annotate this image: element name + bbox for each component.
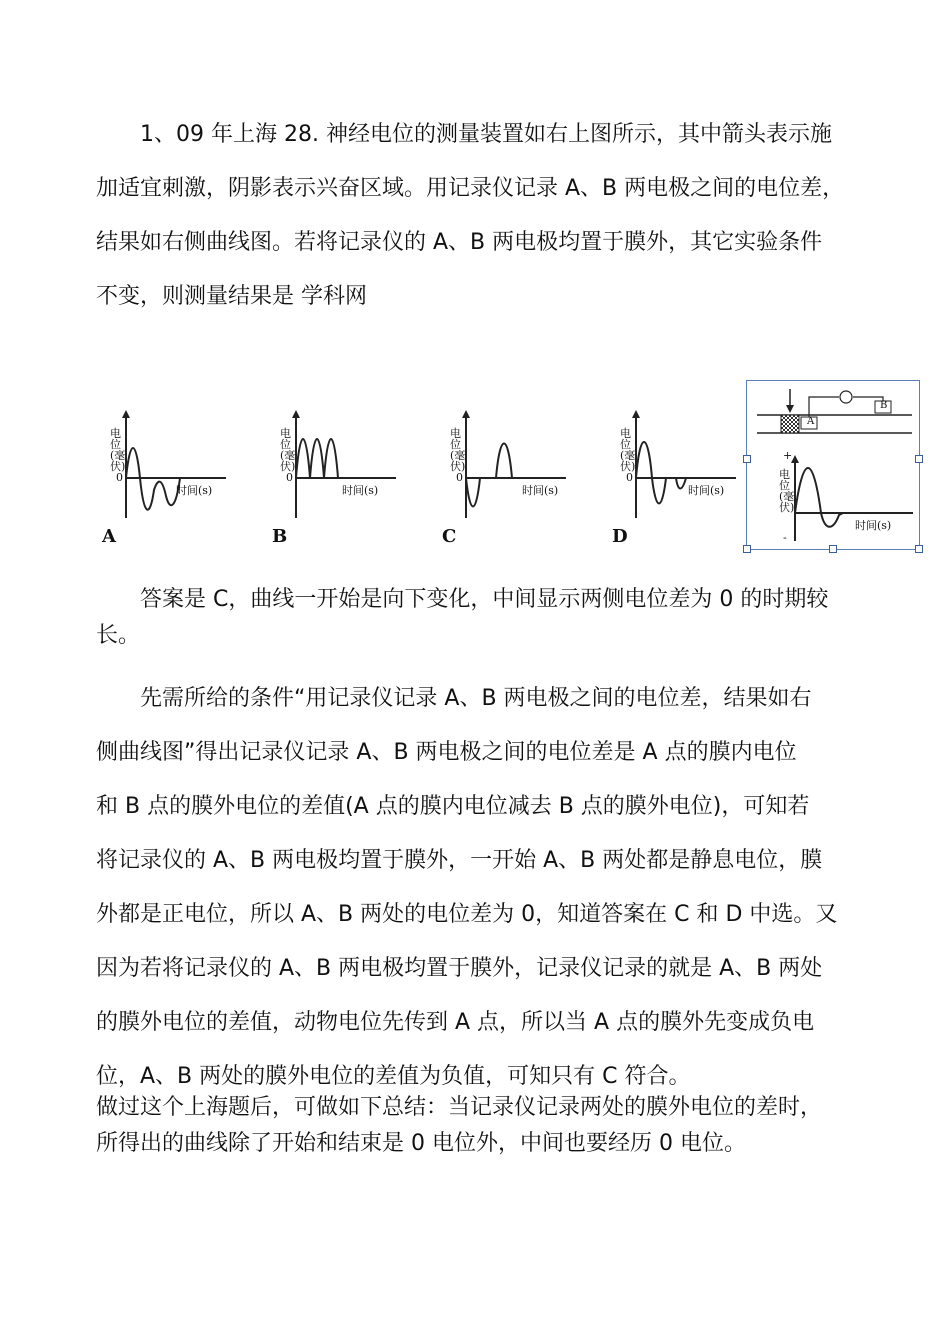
figure-row [96, 378, 926, 558]
stimulus-arrow-head [786, 405, 794, 413]
x-axis-label: 时间(s) [688, 484, 725, 497]
summary-line: 所得出的曲线除了开始和结束是 0 电位外，中间也要经历 0 电位。 [96, 1131, 746, 1156]
resize-handle-bottom[interactable] [829, 545, 837, 553]
zero-label: 0 [116, 471, 123, 484]
y-axis-arrow [292, 410, 300, 418]
apparatus-svg [747, 381, 919, 549]
y-axis-label: 电位(毫伏) [280, 427, 296, 473]
result-y-axis-label: 电位(毫伏) [779, 468, 795, 514]
explanation-line: 位，A、B 两处的膜外电位的差值为负值，可知只有 C 符合。 [96, 1064, 691, 1089]
resize-handle-bottom-right[interactable] [915, 545, 923, 553]
option-graph-a [96, 408, 236, 548]
wire-a [809, 397, 839, 417]
resize-handle-bottom-left[interactable] [743, 545, 751, 553]
question-paragraph [96, 108, 856, 324]
y-axis-label: 电位(毫伏) [620, 427, 636, 473]
explanation-line: 侧曲线图”得出记录仪记录 A、B 两电极之间的电位差是 A 点的膜内电位 [96, 740, 797, 765]
option-graph-d [606, 408, 746, 548]
explanation-line: 因为若将记录仪的 A、B 两电极均置于膜外，记录仪记录的就是 A、B 两处 [96, 956, 823, 981]
zero-label: 0 [456, 471, 463, 484]
answer-line: 答案是 C，曲线一开始是向下变化，中间显示两侧电位差为 0 的时期较 [140, 587, 829, 612]
option-label-d: D [612, 526, 628, 547]
result-curve [795, 468, 843, 527]
apparatus-figure[interactable] [746, 380, 920, 550]
option-graph-b [266, 408, 406, 548]
y-axis-arrow [122, 410, 130, 418]
option-label-b: B [272, 526, 288, 547]
answer-line: 长。 [96, 623, 141, 648]
summary-paragraph [96, 1090, 856, 1162]
option-c-curve [466, 444, 512, 507]
recorder-icon [840, 391, 852, 403]
excitation-region [781, 415, 799, 433]
x-axis-label: 时间(s) [342, 484, 379, 497]
electrode-b-label: B [880, 400, 888, 411]
x-axis-label: 时间(s) [176, 484, 213, 497]
plus-sign: + [783, 449, 793, 462]
explanation-line: 将记录仪的 A、B 两电极均置于膜外，一开始 A、B 两处都是静息电位，膜 [96, 848, 823, 873]
electrode-a-label: A [807, 416, 815, 427]
question-line: 1、09 年上海 28. 神经电位的测量装置如右上图所示，其中箭头表示施 [140, 122, 832, 147]
summary-line: 做过这个上海题后，可做如下总结：当记录仪记录两处的膜外电位的差时， [96, 1095, 823, 1120]
x-axis-label: 时间(s) [522, 484, 559, 497]
option-b-curve [296, 439, 338, 478]
zero-label: 0 [286, 471, 293, 484]
option-d-curve [636, 442, 686, 504]
explanation-line: 的膜外电位的差值，动物电位先传到 A 点，所以当 A 点的膜外先变成负电 [96, 1010, 815, 1035]
explanation-line: 和 B 点的膜外电位的差值(A 点的膜内电位减去 B 点的膜外电位)，可知若 [96, 794, 810, 819]
explanation-paragraph [96, 672, 856, 1104]
resize-handle-left[interactable] [743, 455, 751, 463]
question-line: 结果如右侧曲线图。若将记录仪的 A、B 两电极均置于膜外，其它实验条件 [96, 230, 823, 255]
resize-handle-right[interactable] [915, 455, 923, 463]
y-axis-label: 电位(毫伏) [450, 427, 466, 473]
question-line: 加适宜刺激，阴影表示兴奋区域。用记录仪记录 A、B 两电极之间的电位差， [96, 176, 845, 201]
question-line: 不变，则测量结果是 学科网 [96, 284, 367, 309]
answer-paragraph [96, 582, 856, 654]
option-graph-c [436, 408, 576, 548]
option-label-c: C [442, 526, 457, 547]
explanation-line: 先需所给的条件“用记录仪记录 A、B 两电极之间的电位差，结果如右 [140, 686, 812, 711]
y-axis-arrow [462, 410, 470, 418]
y-axis-arrow [632, 410, 640, 418]
minus-sign: - [783, 531, 787, 544]
option-label-a: A [102, 526, 116, 547]
y-axis-label: 电位(毫伏) [110, 427, 126, 473]
explanation-line: 外都是正电位，所以 A、B 两处的电位差为 0，知道答案在 C 和 D 中选。又 [96, 902, 838, 927]
zero-label: 0 [626, 471, 633, 484]
result-x-axis-label: 时间(s) [855, 519, 892, 532]
